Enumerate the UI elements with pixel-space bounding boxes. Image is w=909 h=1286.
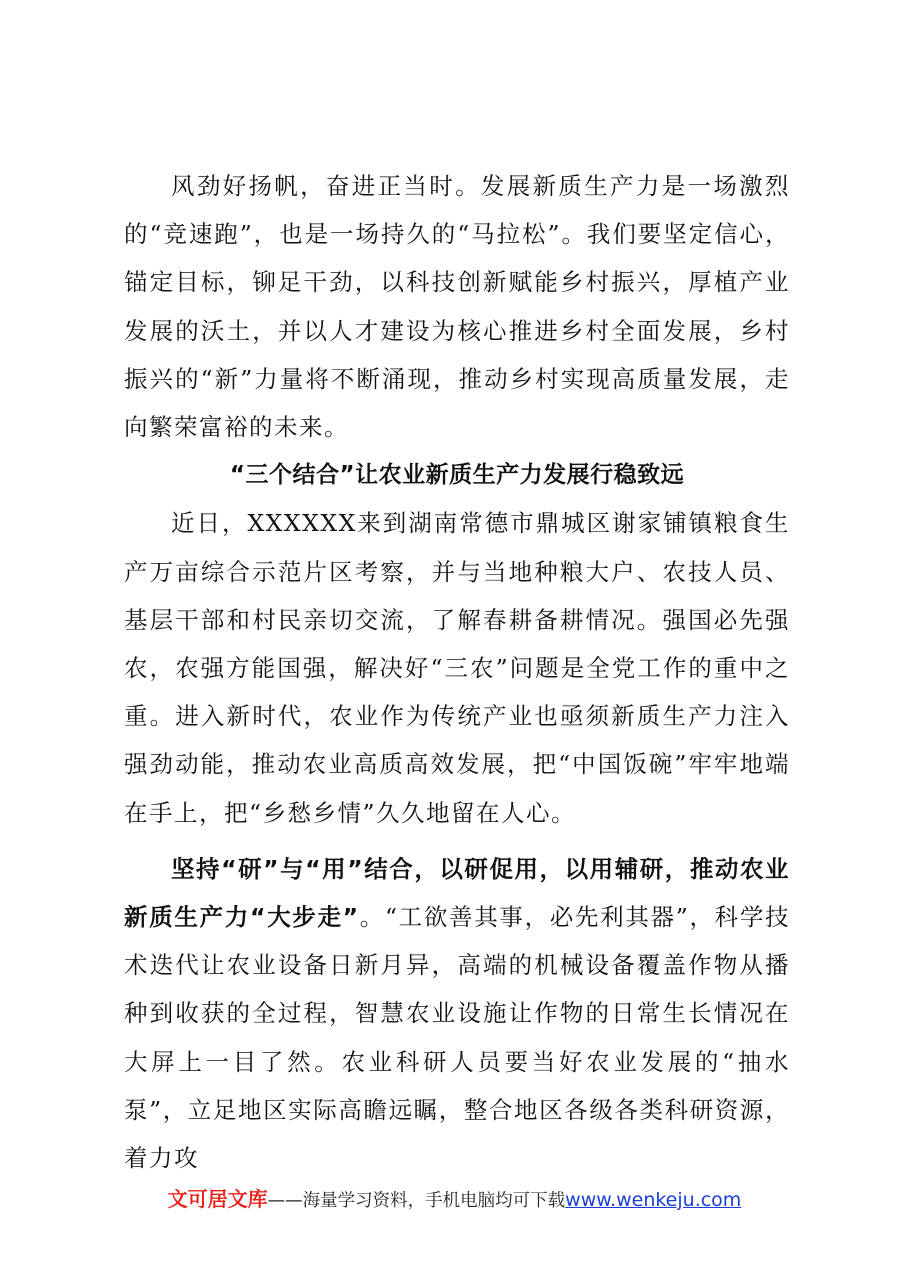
footer-banner [0,1183,909,1212]
paragraph-1: 风劲好扬帆，奋进正当时。发展新质生产力是一场激烈的“竞速跑”，也是一场持久的“马拉松”。我们要坚定信心，锚定目标，铆足干劲，以科技创新赋能乡村振兴，厚植产业发展的沃土，并以人才建设为核心推进乡村全面发展，乡村振兴的“新”力量将不断涌现，推动乡村实现高质量发展，走向繁荣富裕的未来。 [124,172,790,442]
paragraph-3-lead: 坚持“研”与“用”结合，以研促用，以用辅研，推动农业新质生产力“大步走” [124,854,790,932]
paragraph-3 [124,845,790,1182]
footer-brand: 文可居文库 [167,1187,268,1211]
paragraph-3-body: 。“工欲善其事，必先利其器”，科学技术迭代让农业设备日新月异，高端的机械设备覆盖作物从播种到收获的全过程，智慧农业设施让作物的日常生长情况在大屏上一目了然。农业科研人员要当好农业发展的“抽水泵”，立足地区实际高瞻远瞩，整合地区各级各类科研资源，着力攻 [124,903,791,1173]
paragraph-2: 近日，XXXXXX来到湖南常德市鼎城区谢家铺镇粮食生产万亩综合示范片区考察，并与当地种粮大户、农技人员、基层干部和村民亲切交流，了解春耕备耕情况。强国必先强农，农强方能国强，解决好“三农”问题是全党工作的重中之重。进入新时代，农业作为传统产业也亟须新质生产力注入强劲动能，推动农业高质高效发展，把“中国饭碗”牢牢地端在手上，把“乡愁乡情”久久地留在人心。 [124,509,790,827]
footer-tagline: ——海量学习资料，手机电脑均可下载 [267,1191,566,1211]
footer-link[interactable]: www.wenkeju.com [565,1189,742,1211]
section-heading: “三个结合”让农业新质生产力发展行稳致远 [229,462,685,489]
paragraph-gap [124,837,790,845]
document-body [124,162,790,1182]
